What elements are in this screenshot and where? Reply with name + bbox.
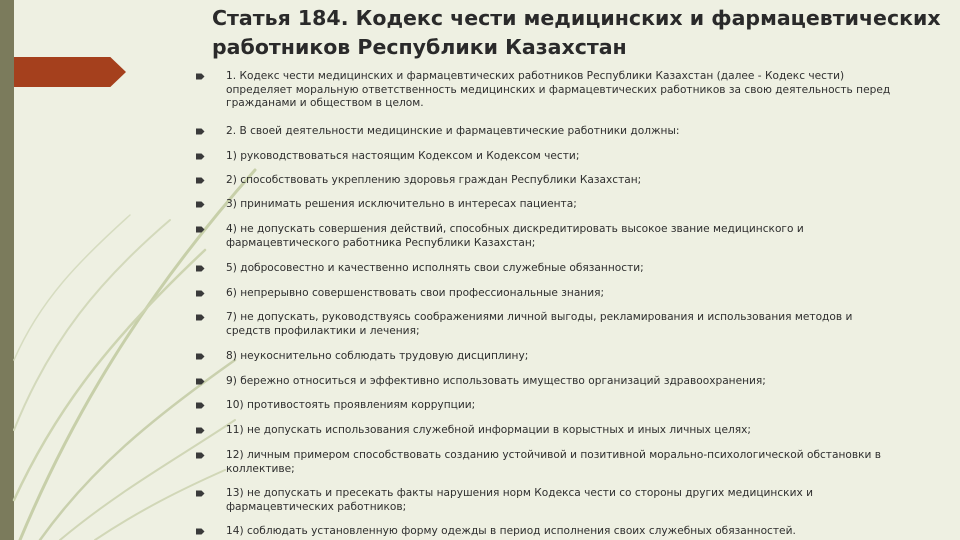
arrow-bullet-icon xyxy=(196,200,205,209)
list-item xyxy=(196,125,896,139)
arrow-bullet-icon xyxy=(196,289,205,298)
arrow-bullet-icon xyxy=(196,377,205,386)
list-item-text: 5) добросовестно и качественно исполнять свои служебные обязанности; xyxy=(226,262,644,274)
arrow-bullet-icon xyxy=(196,401,205,410)
list-item-text: 9) бережно относиться и эффективно использовать имущество организаций здравоохранения; xyxy=(226,375,766,387)
slide-title: Статья 184. Кодекс чести медицинских и фармацевтических работников Республики Казахстан xyxy=(212,6,941,59)
list-item xyxy=(196,399,896,413)
accent-arrow-shape xyxy=(14,57,126,87)
arrow-bullet-icon xyxy=(196,313,205,322)
list-item-text: 2) способствовать укреплению здоровья граждан Республики Казахстан; xyxy=(226,174,642,186)
arrow-bullet-icon xyxy=(196,176,205,185)
list-item-text: 4) не допускать совершения действий, способных дискредитировать высокое звание медицинского и фармацевтического работника Республики Казахстан; xyxy=(226,223,804,249)
list-item xyxy=(196,262,896,276)
arrow-bullet-icon xyxy=(196,152,205,161)
list-item-text: 3) принимать решения исключительно в интересах пациента; xyxy=(226,198,577,210)
list-item-text: 2. В своей деятельности медицинские и фармацевтические работники должны: xyxy=(226,125,680,137)
arrow-bullet-icon xyxy=(196,352,205,361)
arrow-bullet-icon xyxy=(196,451,205,460)
arrow-bullet-icon xyxy=(196,225,205,234)
list-item xyxy=(196,449,896,476)
list-item xyxy=(196,375,896,389)
list-item xyxy=(196,311,896,338)
arrow-bullet-icon xyxy=(196,127,205,136)
list-item-text: 6) непрерывно совершенствовать свои профессиональные знания; xyxy=(226,287,605,299)
list-item xyxy=(196,287,896,301)
list-item xyxy=(196,487,896,514)
list-item-text: 11) не допускать использования служебной информации в корыстных и иных личных целях; xyxy=(226,424,751,436)
list-item-text: 14) соблюдать установленную форму одежды в период исполнения своих служебных обязанностей. xyxy=(226,525,796,537)
list-item xyxy=(196,174,896,188)
list-item-text: 13) не допускать и пресекать факты нарушения норм Кодекса чести со стороны других медицинских и фармацевтических работников; xyxy=(226,487,813,513)
arrow-bullet-icon xyxy=(196,527,205,536)
list-item-text: 7) не допускать, руководствуясь соображениями личной выгоды, рекламирования и использования методов и средств профилактики и лечения; xyxy=(226,311,853,337)
arrow-bullet-icon xyxy=(196,426,205,435)
list-item-text: 8) неукоснительно соблюдать трудовую дисциплину; xyxy=(226,350,529,362)
list-item-text: 10) противостоять проявлениям коррупции; xyxy=(226,399,476,411)
list-item xyxy=(196,223,896,250)
arrow-bullet-icon xyxy=(196,489,205,498)
list-item xyxy=(196,150,896,164)
list-item-text: 12) личным примером способствовать созданию устойчивой и позитивной морально-психологической обстановки в коллективе; xyxy=(226,449,882,475)
list-item xyxy=(196,198,896,212)
list-item xyxy=(196,70,896,111)
arrow-bullet-icon xyxy=(196,264,205,273)
list-item xyxy=(196,350,896,364)
list-item-text: 1. Кодекс чести медицинских и фармацевтических работников Республики Казахстан (далее - Кодекс чести) определяет моральную ответственность медицинских и фармацевтических работников за свою деятельность перед гражданами и обществом в целом. xyxy=(226,70,891,109)
list-item xyxy=(196,424,896,438)
list-item xyxy=(196,525,896,539)
list-item-text: 1) руководствоваться настоящим Кодексом и Кодексом чести; xyxy=(226,150,580,162)
arrow-bullet-icon xyxy=(196,72,205,81)
